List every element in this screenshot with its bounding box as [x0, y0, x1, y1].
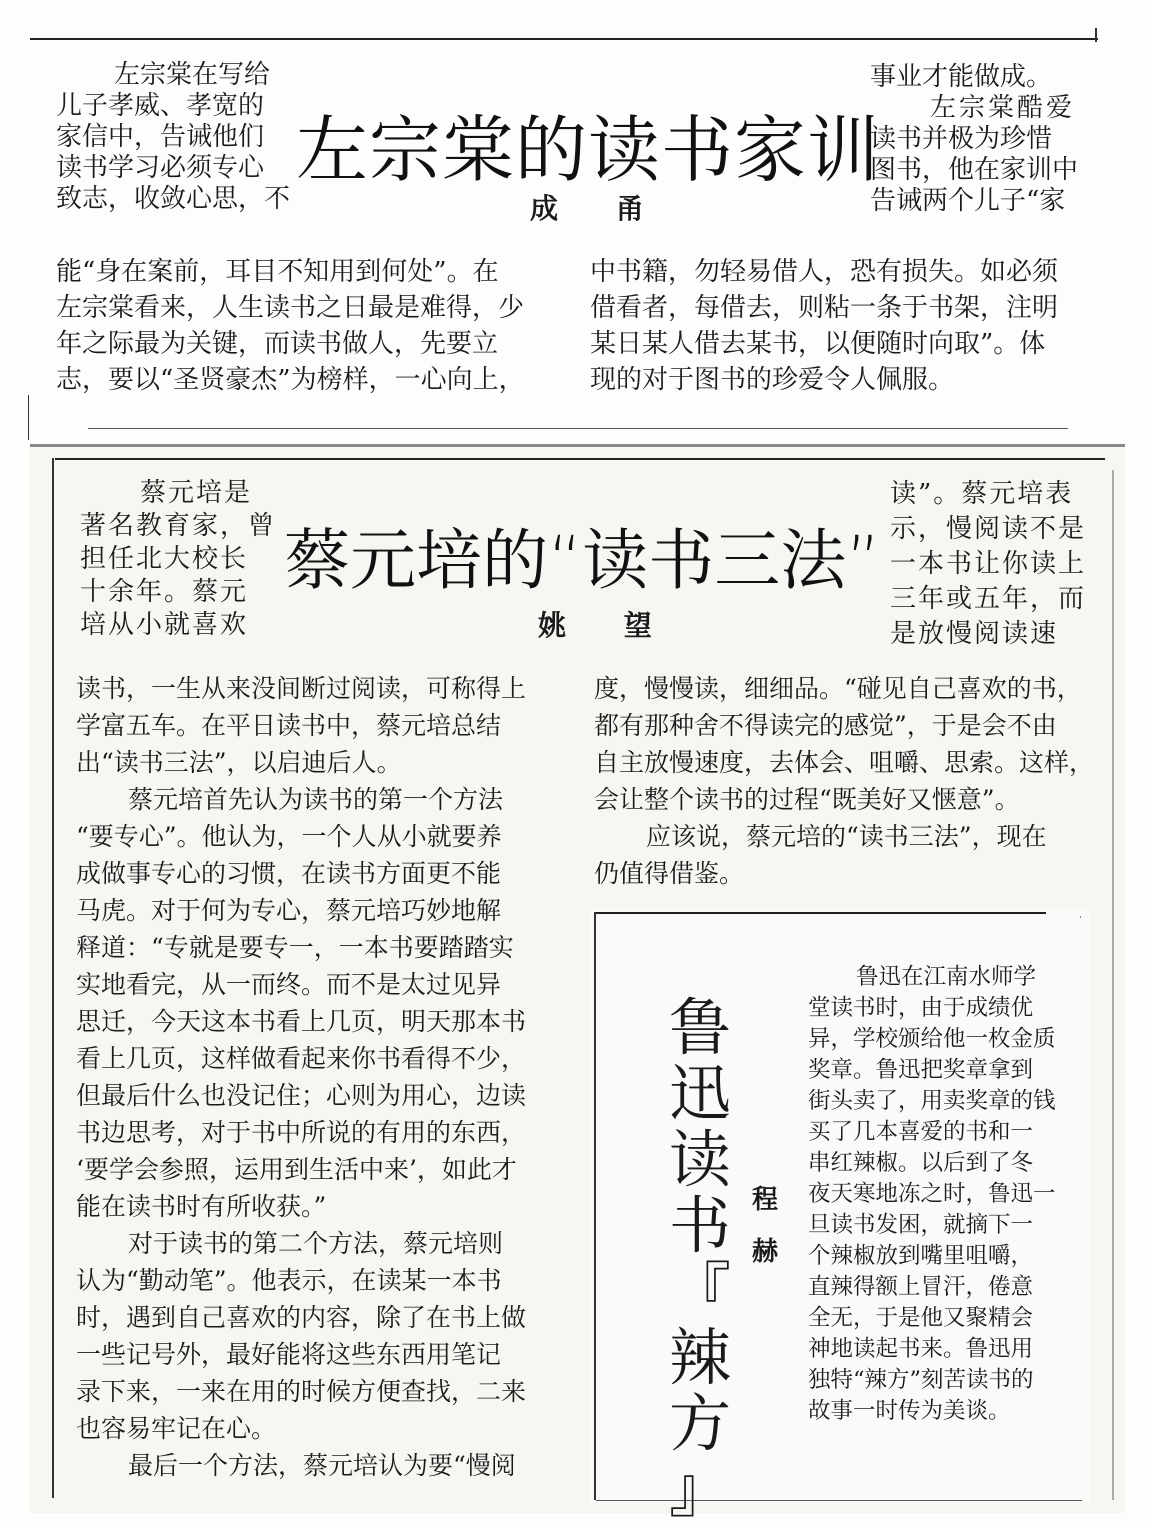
text-line: 左宗棠酷爱: [930, 93, 1076, 123]
text-line: 左宗棠在写给: [114, 60, 271, 90]
title-char: 鲁: [668, 991, 731, 1064]
text-line: 全无，于是他又聚精会: [808, 1305, 1034, 1331]
article-lu-title: [660, 991, 740, 1526]
text-line: 书边思考，对于书中所说的有用的东西，: [76, 1118, 527, 1147]
text-line: 鲁迅在江南水师学: [856, 964, 1037, 990]
text-line: 三年或五年，而: [890, 584, 1087, 614]
text-line: 也容易牢记在心。: [76, 1414, 277, 1443]
text-line: “要专心”。他认为，一个人从小就要养: [76, 822, 502, 851]
text-line: 读书并极为珍惜: [870, 124, 1053, 154]
article-zuo-right-column: [870, 62, 1110, 217]
text-line: 实地看完，从一而终。而不是太过见异: [76, 970, 502, 999]
text-line: 一些记号外，最好能将这些东西用笔记: [76, 1340, 502, 1369]
text-line: 独特“辣方”刻苦读书的: [808, 1367, 1034, 1393]
text-line: 出“读书三法”，以启迪后人。: [76, 748, 402, 777]
title-char: 方: [668, 1387, 731, 1460]
title-char: 迅: [668, 1057, 731, 1130]
text-line: 读书，一生从来没间断过阅读，可称得上: [76, 674, 527, 703]
author-char: 程: [751, 1185, 778, 1215]
text-line: 都有那种舍不得读完的感觉”，于是会不由: [594, 711, 1057, 740]
text-line: 神地读起书来。鲁迅用: [808, 1336, 1034, 1362]
text-line: 是放慢阅读速: [890, 619, 1059, 649]
text-line: 但最后什么也没记住；心则为用心，边读: [76, 1081, 527, 1110]
text-line: 马虎。对于何为专心，蔡元培巧妙地解: [76, 896, 502, 925]
text-line: 能“身在案前，耳目不知用到何处”。在: [56, 257, 499, 287]
text-line: 家信中，告诫他们: [56, 122, 265, 152]
article-lu-author: [748, 1174, 782, 1278]
text-line: 志，要以“圣贤豪杰”为榜样，一心向上，: [56, 365, 525, 395]
text-line: 旦读书发困，就摘下一: [808, 1212, 1034, 1238]
text-line: 街头卖了，用卖奖章的钱: [808, 1088, 1056, 1114]
text-line: 看上几页，这样做看起来你书看得不少，: [76, 1044, 527, 1073]
text-line: 故事一时传为美谈。: [808, 1398, 1011, 1424]
article-cai-title: 蔡元培的“读书三法”: [284, 522, 881, 599]
title-char: 读: [668, 1123, 731, 1196]
article-cai-right-intro: [890, 477, 1110, 652]
text-line: 现的对于图书的珍爱令人佩服。: [590, 365, 955, 395]
text-line: 直辣得额上冒汗，倦意: [808, 1274, 1034, 1300]
text-line: 最后一个方法，蔡元培认为要“慢阅: [128, 1451, 516, 1480]
text-line: 串红辣椒。以后到了冬: [808, 1150, 1034, 1176]
text-line: ‘要学会参照，运用到生活中来’，如此才: [76, 1155, 517, 1184]
article-zuo-title: 左宗棠的读书家训: [296, 108, 881, 192]
article-cai-left-column: [76, 670, 586, 1484]
text-line: 借看者，每借去，则粘一条于书架，注明: [590, 293, 1059, 323]
text-line: 应该说，蔡元培的“读书三法”，现在: [646, 822, 1047, 851]
text-line: 对于读书的第二个方法，蔡元培则: [128, 1229, 504, 1258]
text-line: 学富五车。在平日读书中，蔡元培总结: [76, 711, 502, 740]
text-line: 担任北大校长: [80, 544, 249, 574]
text-line: 蔡元培首先认为读书的第一个方法: [128, 785, 504, 814]
text-line: 图书，他在家训中: [870, 155, 1079, 185]
text-line: 异，学校颁给他一枚金质: [808, 1026, 1056, 1052]
text-line: 认为“勤动笔”。他表示，在读某一本书: [76, 1266, 502, 1295]
article-zuo-bottom-left: [56, 254, 576, 398]
article-zuo-left-column: [56, 60, 296, 215]
article-zuo-author: 成 甬: [530, 192, 668, 225]
text-line: 培从小就喜欢: [80, 610, 249, 640]
text-line: 读”。蔡元培表: [890, 479, 1074, 509]
text-line: 读书学习必须专心: [56, 153, 265, 183]
text-line: 仍值得借鉴。: [594, 859, 745, 888]
text-line: 某日某人借去某书，以便随时向取”。体: [590, 329, 1046, 359]
text-line: 致志，收敛心思，不: [56, 184, 291, 214]
article-cai-left-intro: [80, 477, 290, 642]
text-line: 中书籍，勿轻易借人，恐有损失。如必须: [590, 257, 1059, 287]
text-line: 录下来，一来在用的时候方便查找，二来: [76, 1377, 527, 1406]
text-line: 能在读书时有所收获。”: [76, 1192, 327, 1221]
text-line: 奖章。鲁迅把奖章拿到: [808, 1057, 1034, 1083]
text-line: 夜天寒地冻之时，鲁迅一: [808, 1181, 1056, 1207]
article-cai-author: 姚 望: [538, 609, 676, 642]
text-line: 成做事专心的习惯，在读书方面更不能: [76, 859, 502, 888]
text-line: 时，遇到自己喜欢的内容，除了在书上做: [76, 1303, 527, 1332]
title-char: 』: [668, 1453, 731, 1526]
text-line: 买了几本喜爱的书和一: [808, 1119, 1034, 1145]
text-line: 一本书让你读上: [890, 549, 1087, 579]
text-line: 年之际最为关键，而读书做人，先要立: [56, 329, 499, 359]
article-zuo-bottom-right: [590, 254, 1110, 398]
text-line: 蔡元培是: [140, 478, 253, 508]
text-line: 事业才能做成。: [870, 62, 1053, 92]
text-line: 个辣椒放到嘴里咀嚼，: [808, 1243, 1034, 1269]
article-cai-right-column: [594, 670, 1104, 892]
text-line: 思迁，今天这本书看上几页，明天那本书: [76, 1007, 527, 1036]
text-line: 度，慢慢读，细细品。“碰见自己喜欢的书，: [594, 674, 1082, 703]
text-line: 左宗棠看来，人生读书之日最是难得，少: [56, 293, 525, 323]
article-lu-body: [808, 962, 1088, 1427]
text-line: 著名教育家，曾: [80, 511, 277, 541]
text-line: 释道：“专就是要专一，一本书要踏踏实: [76, 933, 514, 962]
author-char: 赫: [751, 1237, 778, 1267]
text-line: 儿子孝威、孝宽的: [56, 91, 265, 121]
text-line: 堂读书时，由于成绩优: [808, 995, 1034, 1021]
title-char: 书: [668, 1189, 731, 1262]
title-char: 辣: [668, 1321, 731, 1394]
title-char: 『: [668, 1255, 731, 1328]
text-line: 十余年。蔡元: [80, 577, 249, 607]
text-line: 自主放慢速度，去体会、咀嚼、思索。这样，: [594, 748, 1095, 777]
text-line: 告诫两个儿子“家: [870, 186, 1066, 216]
text-line: 会让整个读书的过程“既美好又惬意”。: [594, 785, 1020, 814]
text-line: 示，慢阅读不是: [890, 514, 1087, 544]
